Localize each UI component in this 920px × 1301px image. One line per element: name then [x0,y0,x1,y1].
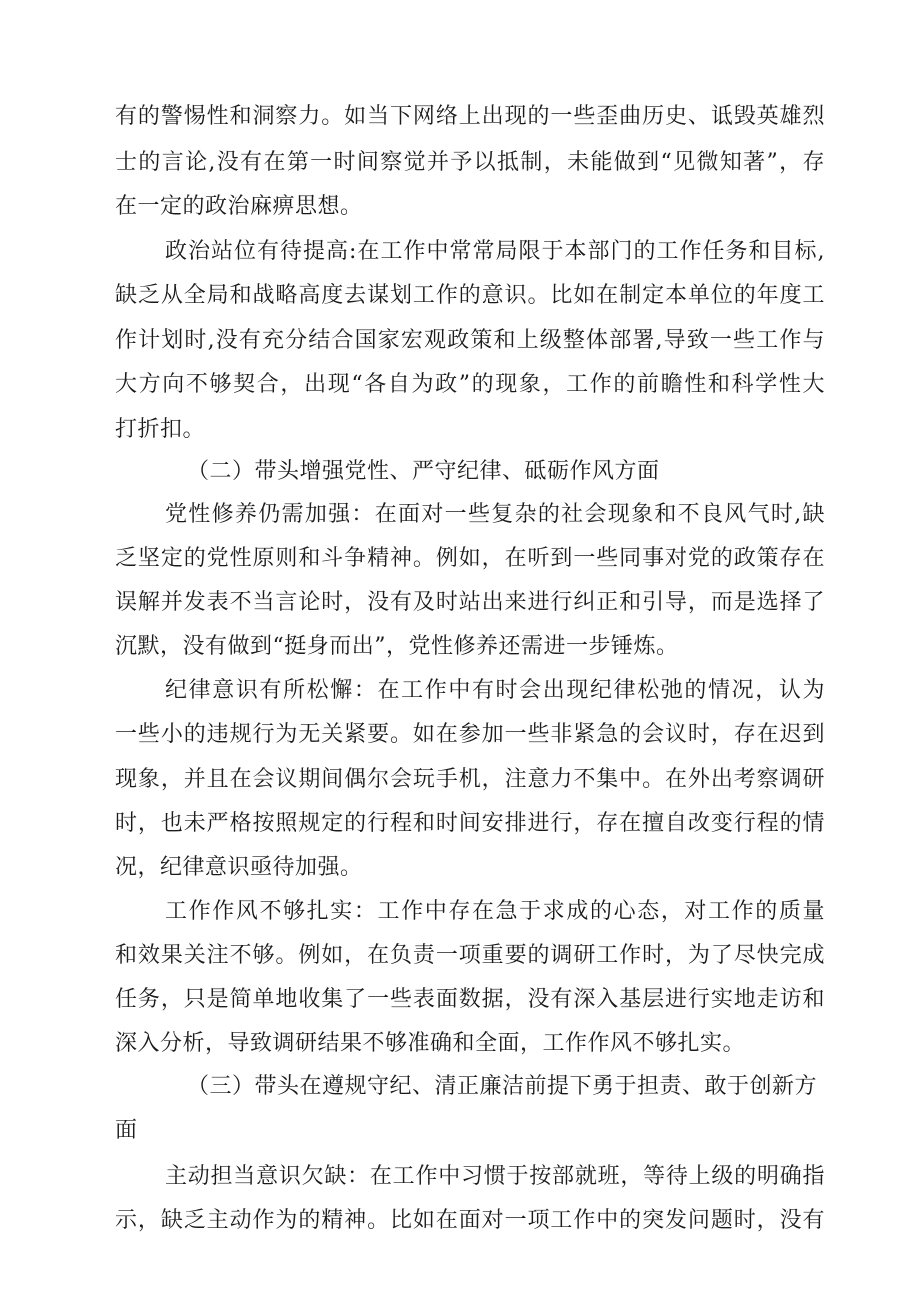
paragraph-line: 主动担当意识欠缺：在工作中习惯于按部就班，等待上级的明确指 [165,1164,825,1189]
paragraph-line: 乏坚定的党性原则和斗争精神。例如，在听到一些同事对党的政策存在 [115,546,825,571]
paragraph-line: 误解并发表不当言论时，没有及时站出来进行纠正和引导，而是选择了 [115,590,825,615]
paragraph-line: 工作作风不够扎实：工作中存在急于求成的心态，对工作的质量 [165,899,825,924]
section-heading: （二）带头增强党性、严守纪律、砥砺作风方面 [187,459,660,484]
paragraph-line: 大方向不够契合，出现“各自为政”的现象，工作的前瞻性和科学性大 [115,372,825,397]
paragraph-line: 深入分析，导致调研结果不够准确和全面，工作作风不够扎实。 [115,1031,746,1056]
paragraph-line: 有的警惕性和洞察力。如当下网络上出现的一些歪曲历史、诋毁英雄烈 [115,104,825,129]
paragraph-line: 打折扣。 [115,417,206,442]
section-heading: （三）带头在遵规守纪、清正廉洁前提下勇于担责、敢于创新方 [187,1074,818,1099]
paragraph-line: 纪律意识有所松懈：在工作中有时会出现纪律松弛的情况，认为 [165,678,825,703]
paragraph-line: 况，纪律意识亟待加强。 [115,855,363,880]
paragraph-line: 缺乏从全局和战略高度去谋划工作的意识。比如在制定本单位的年度工 [115,283,825,308]
paragraph-line: 示，缺乏主动作为的精神。比如在面对一项工作中的突发问题时，没有 [115,1208,825,1233]
section-heading-continuation: 面 [115,1118,138,1143]
paragraph-line: 任务，只是简单地收集了一些表面数据，没有深入基层进行实地走访和 [115,987,825,1012]
paragraph-line: 士的言论,没有在第一时间察觉并予以抵制，未能做到“见微知著”，存 [115,150,825,175]
paragraph-line: 政治站位有待提高:在工作中常常局限于本部门的工作任务和目标, [165,239,825,264]
paragraph-line: 和效果关注不够。例如，在负责一项重要的调研工作时，为了尽快完成 [115,943,825,968]
paragraph-line: 党性修养仍需加强：在面对一些复杂的社会现象和不良风气时,缺 [165,502,825,527]
paragraph-line: 作计划时,没有充分结合国家宏观政策和上级整体部署,导致一些工作与 [115,328,825,353]
paragraph-line: 沉默，没有做到“挺身而出”，党性修养还需进一步锤炼。 [115,634,679,659]
paragraph-line: 现象，并且在会议期间偶尔会玩手机，注意力不集中。在外出考察调研 [115,767,825,792]
paragraph-line: 一些小的违规行为无关紧要。如在参加一些非紧急的会议时，存在迟到 [115,722,825,747]
paragraph-line: 时，也未严格按照规定的行程和时间安排进行，存在擅自改变行程的情 [115,811,825,836]
paragraph-line: 在一定的政治麻痹思想。 [115,194,363,219]
